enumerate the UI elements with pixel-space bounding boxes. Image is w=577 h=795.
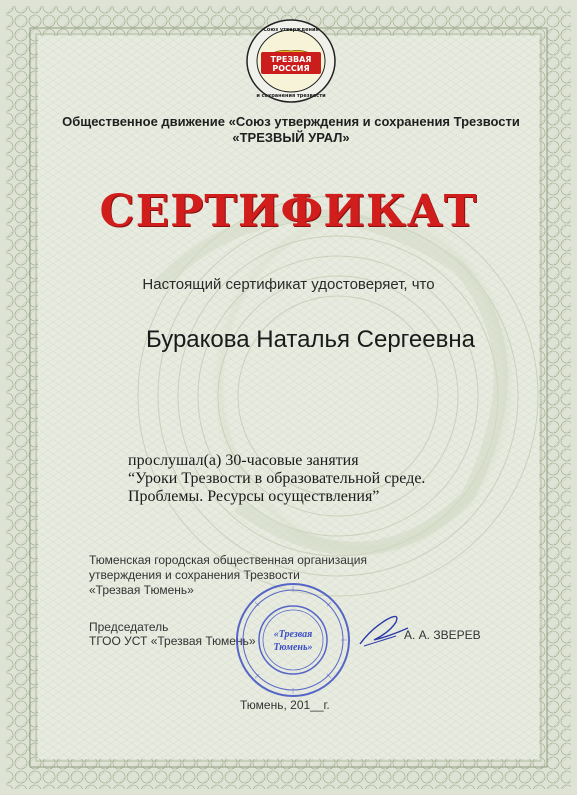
organization-header-line1: Общественное движение «Союз утверждения и сохранения Трезвости [62, 114, 520, 129]
course-line1: прослушал(а) 30-часовые занятия [128, 452, 359, 469]
organization-header [60, 114, 522, 146]
svg-text:РОССИЯ: РОССИЯ [272, 64, 310, 73]
organization-stamp [233, 580, 353, 700]
course-description [128, 452, 488, 506]
recipient-name: Буракова Наталья Сергеевна [146, 326, 475, 353]
svg-text:Тюмень»: Тюмень» [273, 642, 313, 653]
chairman-name: А. А. ЗВЕРЕВ [404, 628, 481, 642]
issuer-line1: Тюменская городская общественная организация [89, 553, 367, 567]
organization-header-line2: «ТРЕЗВЫЙ УРАЛ» [232, 130, 350, 145]
course-line3: Проблемы. Ресурсы осуществления” [128, 488, 380, 505]
signatory-role-line2: ТГОО УСТ «Трезвая Тюмень» [89, 634, 256, 648]
city-and-date: Тюмень, 201__г. [240, 698, 330, 712]
course-line2: “Уроки Трезвости в образовательной среде. [128, 470, 426, 487]
svg-text:и сохранения трезвости: и сохранения трезвости [256, 93, 326, 99]
signatory-role [89, 620, 256, 648]
svg-text:Союз утверждения: Союз утверждения [263, 27, 319, 33]
svg-text:ТРЕЗВАЯ: ТРЕЗВАЯ [270, 55, 312, 64]
intro-text: Настоящий сертификат удостоверяет, что [142, 276, 435, 293]
svg-text:«Трезвая: «Трезвая [273, 629, 313, 640]
issuer-line2: утверждения и сохранения Трезвости [89, 568, 300, 582]
trezvaya-rossiya-logo [245, 18, 337, 104]
certificate-title: СЕРТИФИКАТ [99, 186, 478, 237]
issuer-line3: «Трезвая Тюмень» [89, 583, 194, 597]
signatory-role-line1: Председатель [89, 620, 169, 634]
